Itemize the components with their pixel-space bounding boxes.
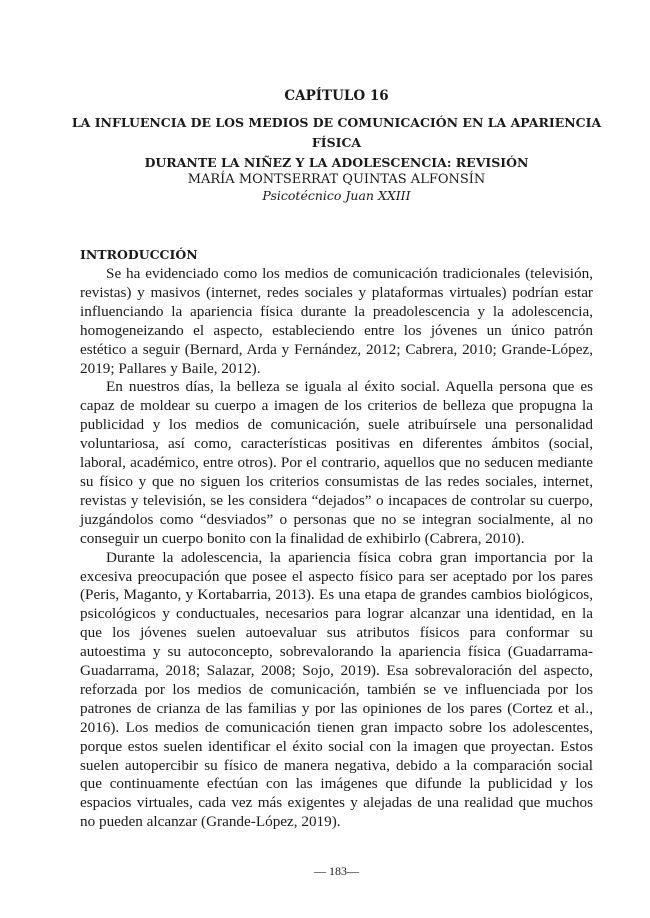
chapter-label: CAPÍTULO 16 — [284, 88, 389, 104]
author-name: MARÍA MONTSERRAT QUINTAS ALFONSÍN — [187, 172, 486, 187]
chapter-title-line-2: DURANTE LA NIÑEZ Y LA ADOLESCENCIA: REVISIÓN — [144, 155, 529, 170]
paragraph: Durante la adolescencia, la apariencia física cobra gran importancia por la excesiva preocupación que posee el aspecto físico para ser aceptado por los pares (Peris, Maganto, y Kortabarria, 2013). Es una etapa de grandes cambios biológicos, psicológicos y conductuales, necesarios para lograr alcanzar una identidad, en la que los jóvenes suelen autoevaluar sus atributos físicos para conformar su autoestima y su autoconcepto, sobrevalorando la apariencia física (Guadarrama-Guadarrama, 2018; Salazar, 2008; Sojo, 2019). Esa sobrevaloración del aspecto, reforzada por los medios de comunicación, también se ve influenciada por los patrones de crianza de las familias y por las opiniones de los pares (Cortez et al., 2016). Los medios de comunicación tienen gran impacto sobre los adolescentes, porque estos suelen identificar el éxito social con la imagen que proyectan. Estos suelen autopercibir su físico de manera negativa, debido a la comparación social que continuamente efectúan con las imágenes que difunde la publicidad y los espacios virtuales, cada vez más exigentes y alejadas de una realidad que muchos no pueden alcanzar (Grande-López, 2019). — [80, 548, 593, 831]
page-number: — 183— — [314, 864, 359, 878]
body-text — [80, 265, 593, 832]
chapter-title — [70, 113, 603, 173]
author-affiliation: Psicotécnico Juan XXIII — [262, 188, 411, 203]
paragraph: Se ha evidenciado como los medios de comunicación tradicionales (televisión, revistas) y masivos (internet, redes sociales y plataformas virtuales) podrían estar influenciando la apariencia física durante la preadolescencia y la adolescencia, homogeneizando el aspecto, estableciendo entre los jóvenes un único patrón estético a seguir (Bernard, Arda y Fernández, 2012; Cabrera, 2010; Grande-López, 2019; Pallares y Baile, 2012). — [80, 265, 593, 377]
paragraph: En nuestros días, la belleza se iguala al éxito social. Aquella persona que es capaz de moldear su cuerpo a imagen de los criterios de belleza que propugna la publicidad y los medios de comunicación, suele atribuírsele una personalidad voluntariosa, así como, características positivas en diferentes ámbitos (social, laboral, académico, entre otros). Por el contrario, aquellos que no seducen mediante su físico y que no siguen los criterios consumistas de las redes sociales, internet, revistas y televisión, se les considera “dejados” o incapaces de controlar su cuerpo, juzgándolos como “desviados” o personas que no se integran socialmente, al no conseguir un cuerpo bonito con la finalidad de exhibirlo (Cabrera, 2010). — [80, 378, 593, 547]
document-page — [71, 0, 602, 918]
chapter-title-line-1: LA INFLUENCIA DE LOS MEDIOS DE COMUNICACIÓN EN LA APARIENCIA FÍSICA — [71, 115, 602, 150]
section-heading: INTRODUCCIÓN — [80, 247, 198, 262]
